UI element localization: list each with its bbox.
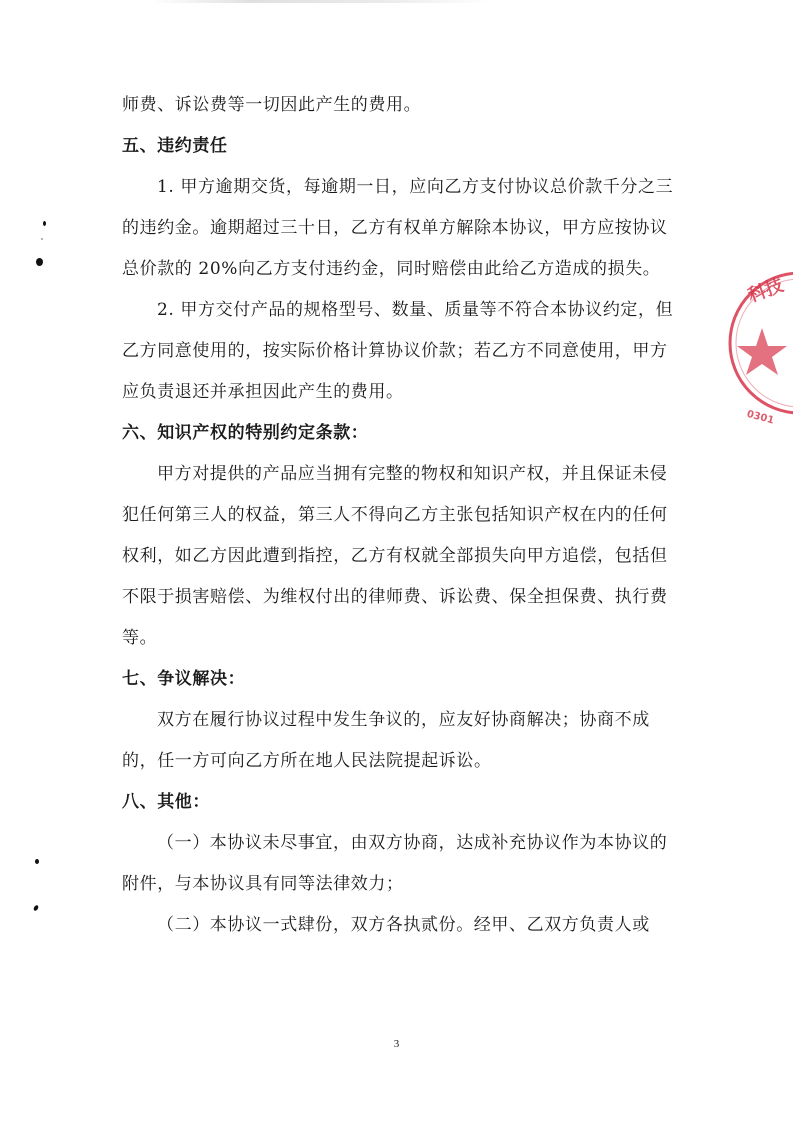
scan-speck [35,859,39,864]
section-heading-dispute: 七、争议解决： [122,669,246,689]
seal-number-text: 0301 [745,408,776,427]
section-heading-other: 八、其他： [122,792,210,812]
paragraph-ip-clause: 甲方对提供的产品应当拥有完整的物权和知识产权，并且保证未侵犯任何第三人的权益，第三人不得向乙方主张包括知识产权在内的任何权利，如乙方因此遭到指控，乙方有权就全部损失向甲方追偿，包括但不限于损害赔偿、为维权付出的律师费、诉讼费、保全担保费、执行费等。 [122,464,668,648]
paragraph-late-delivery: 1. 甲方逾期交货，每逾期一日，应向乙方支付协议总价款千分之三的违约金。逾期超过三十日，乙方有权单方解除本协议，甲方应按协议总价款的 20%向乙方支付违约金，同时赔偿由此给乙方造成的损失。 [122,177,674,279]
scan-edge-line [150,0,490,3]
paragraph-continuation: 师费、诉讼费等一切因此产生的费用。 [122,95,422,115]
seal-star-icon [737,328,787,375]
paragraph-other-1: （一）本协议未尽事宜，由双方协商，达成补充协议作为本协议的附件，与本协议具有同等法律效力； [122,833,668,894]
scan-speck [41,238,43,240]
paragraph-dispute-resolution: 双方在履行协议过程中发生争议的，应友好协商解决；协商不成的，任一方可向乙方所在地人民法院提起诉讼。 [122,710,650,771]
scan-speck [36,258,43,266]
scan-speck [33,904,39,911]
paragraph-nonconforming-products: 2. 甲方交付产品的规格型号、数量、质量等不符合本协议约定，但乙方同意使用的，按实际价格计算协议价款；若乙方不同意使用，甲方应负责退还并承担因此产生的费用。 [122,300,674,402]
document-body [122,85,682,946]
seal-top-text: 科技 [745,274,787,307]
paragraph-other-2: （二）本协议一式肆份，双方各执贰份。经甲、乙双方负责人或 [157,915,650,935]
section-heading-breach-liability: 五、违约责任 [122,136,228,156]
section-heading-ip: 六、知识产权的特别约定条款： [122,423,369,443]
scan-speck [43,221,46,226]
company-seal-stamp [722,258,793,428]
page-number: 3 [393,1038,400,1050]
